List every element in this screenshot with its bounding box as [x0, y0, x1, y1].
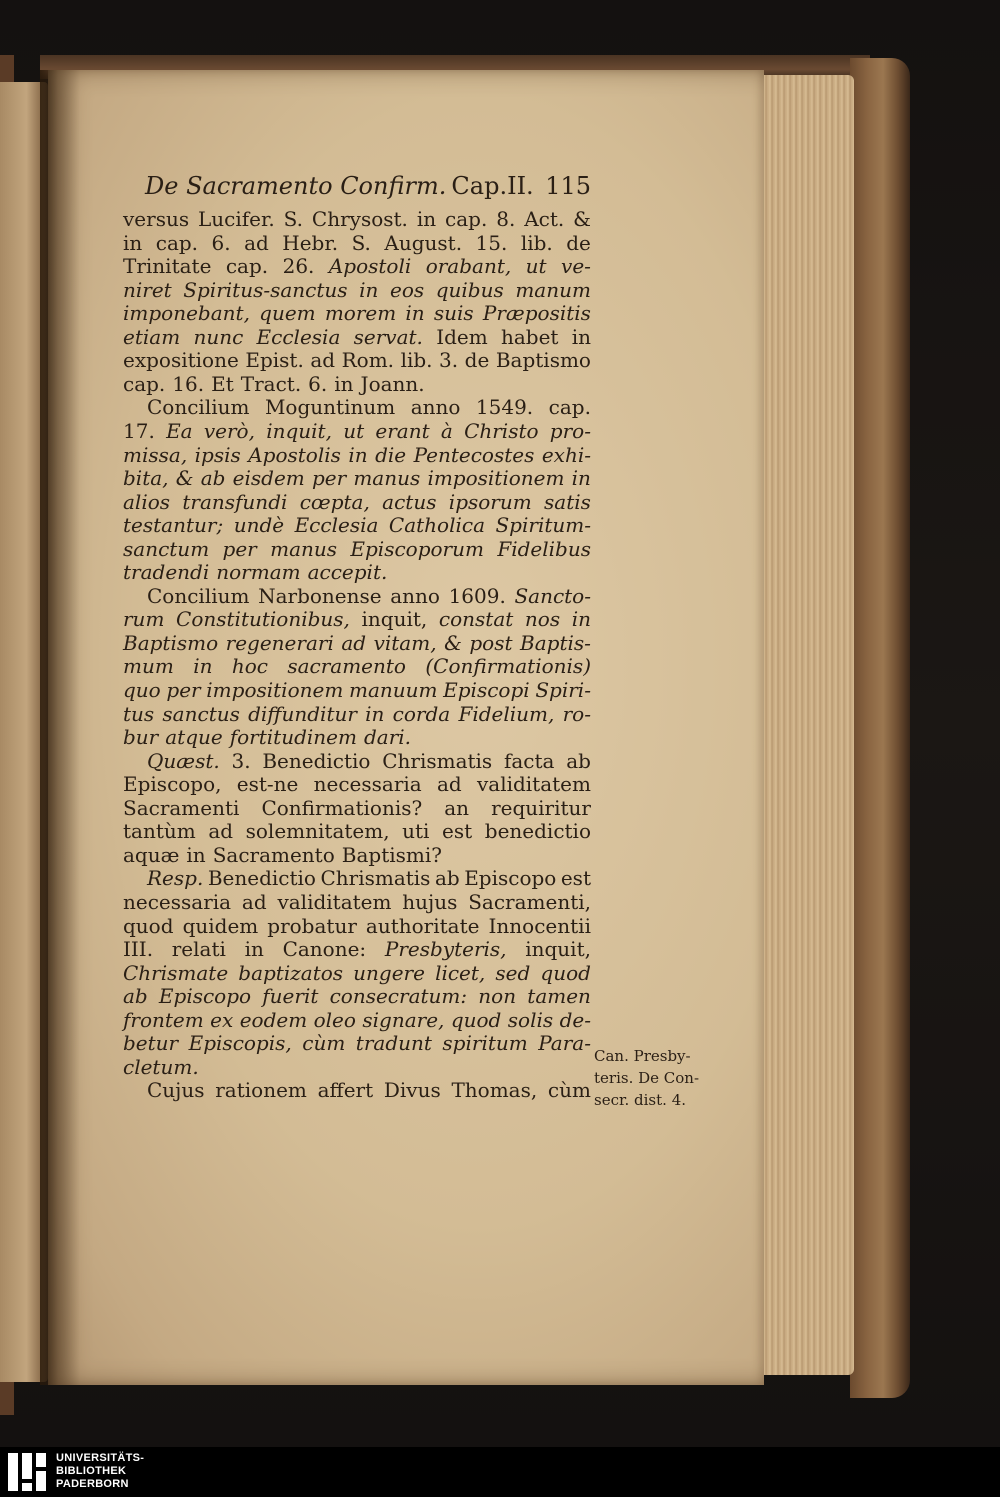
logo-text-line-3: PADERBORN [56, 1478, 129, 1490]
text-line: Concilium Narbonense anno 1609. Sancto- [147, 583, 591, 608]
page-edges-stack [762, 75, 854, 1375]
text-line: Concilium Moguntinum anno 1549. cap. [147, 395, 591, 420]
text-line: tradendi normam accepit. [123, 560, 388, 585]
text-line: in cap. 6. ad Hebr. S. August. 15. lib. de [123, 230, 591, 255]
text-line: Chrismate baptizatos ungere licet, sed quod [123, 960, 591, 985]
text-line: testantur; undè Ecclesia Catholica Spiritum- [123, 513, 591, 538]
text-line: ab Episcopo fuerit consecratum: non tamen [123, 984, 591, 1009]
text-line: aquæ in Sacramento Baptismi? [123, 842, 442, 867]
text-line: bur atque fortitudinem dari. [123, 725, 412, 750]
text-line: Baptismo regenerari ad vitam, & post Baptis- [123, 630, 591, 655]
text-line: alios transfundi cœpta, actus ipsorum satis [123, 489, 591, 514]
logo-text-line-1: UNIVERSITÄTS- [56, 1452, 145, 1464]
text-line: imponebant, quem morem in suis Præpositis [123, 301, 591, 326]
text-line: quod quidem probatur authoritate Innocentii [123, 913, 591, 938]
text-line: cletum. [123, 1054, 199, 1079]
right-cover-edge [850, 58, 910, 1398]
gutter-shadow [40, 70, 80, 1385]
text-line: Trinitate cap. 26. Apostoli orabant, ut ve- [123, 254, 591, 279]
text-line: Cujus rationem affert Divus Thomas, cùm [147, 1078, 591, 1103]
text-line: sanctum per manus Episcoporum Fidelibus [123, 536, 591, 561]
text-line: cap. 16. Et Tract. 6. in Joann. [123, 371, 425, 396]
text-line: betur Episcopis, cùm tradunt spiritum Para- [123, 1031, 591, 1056]
text-line: Quæst. 3. Benedictio Chrismatis facta ab [147, 748, 591, 773]
chapter-reference: Cap.II. [451, 172, 534, 200]
text-line: necessaria ad validitatem hujus Sacramenti, [123, 889, 591, 914]
running-header [145, 172, 591, 206]
page-number: 115 [545, 172, 591, 200]
text-line: rum Constitutionibus, inquit, constat nos in [123, 607, 591, 632]
running-title: De Sacramento Confirm. [145, 172, 447, 200]
text-line: bita, & ab eisdem per manus impositionem in [123, 466, 591, 491]
footer-bar [0, 1447, 1000, 1497]
text-line: missa, ipsis Apostolis in die Pentecostes exhi- [123, 442, 591, 467]
library-logo-icon [6, 1451, 48, 1493]
text-line: etiam nunc Ecclesia servat. Idem habet in [123, 324, 591, 349]
text-line: Sacramenti Confirmationis? an requiritur [123, 795, 591, 820]
text-line: Resp. Benedictio Chrismatis ab Episcopo est [147, 866, 591, 891]
text-line: tantùm ad solemnitatem, uti est benedictio [123, 819, 591, 844]
margin-note-line: teris. De Con- [594, 1069, 700, 1087]
text-line: niret Spiritus-sanctus in eos quibus manum [123, 277, 591, 302]
text-line: Episcopo, est-ne necessaria ad validitatem [123, 772, 591, 797]
text-line: tus sanctus diffunditur in corda Fidelium, ro- [123, 701, 591, 726]
text-line: mum in hoc sacramento (Confirmationis) [123, 654, 591, 679]
text-line: expositione Epist. ad Rom. lib. 3. de Baptismo [123, 348, 591, 373]
text-line: III. relati in Canone: Presbyteris, inquit, [123, 937, 591, 962]
logo-text-line-2: BIBLIOTHEK [56, 1465, 127, 1477]
margin-note-line: Can. Presby- [594, 1047, 691, 1065]
text-line: 17. Ea verò, inquit, ut erant à Christo pro- [123, 418, 591, 443]
text-line: versus Lucifer. S. Chrysost. in cap. 8. Act. & [123, 207, 591, 231]
text-line: quo per impositionem manuum Episcopi Spiri- [123, 678, 591, 702]
margin-note-line: secr. dist. 4. [594, 1091, 687, 1109]
text-line: frontem ex eodem oleo signare, quod solis de- [123, 1007, 591, 1032]
